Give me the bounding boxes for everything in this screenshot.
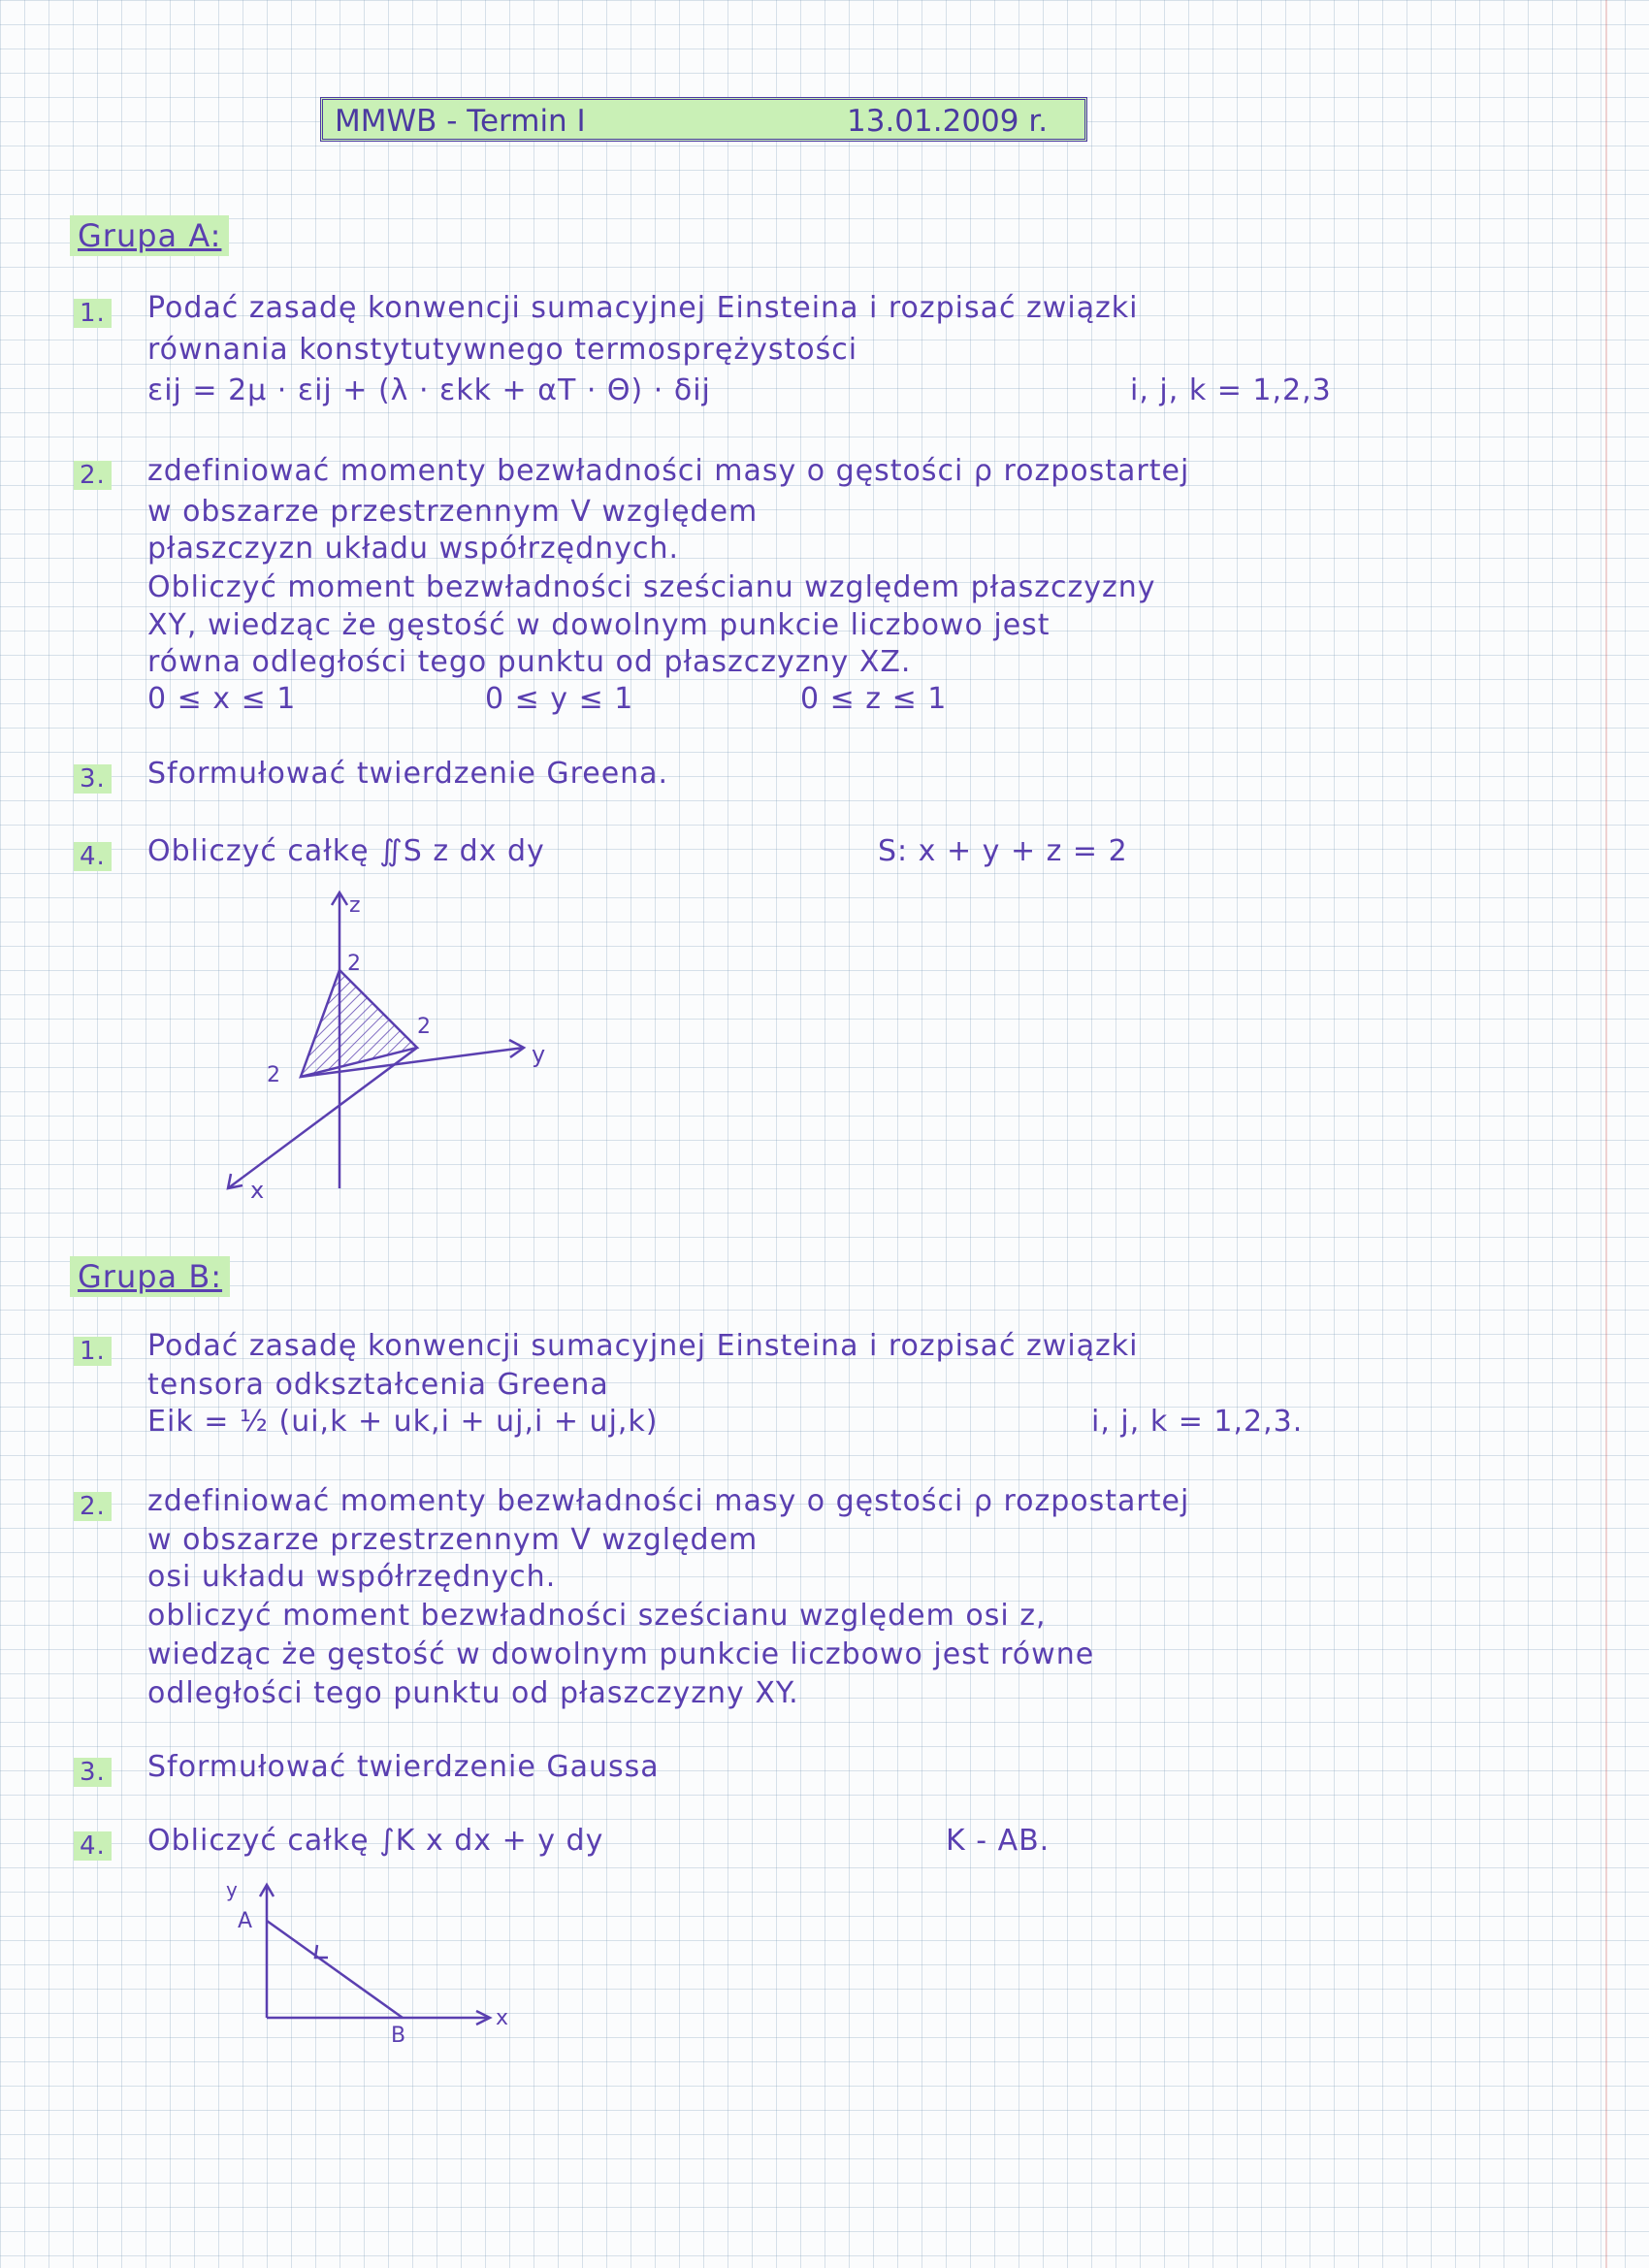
a-q1-line-1: Podać zasadę konwencji sumacyjnej Einsteina i rozpisać związki [147,291,1139,325]
fig-b-label-a: A [238,1909,253,1933]
segment-ab [267,1921,403,2018]
a-q3-text: Sformułować twierdzenie Greena. [147,757,669,791]
fig-a-label-x2: 2 [267,1063,280,1087]
title-box [320,97,1087,142]
a-q4-number: 4. [74,842,112,871]
a-q1-line-2: równania konstytutywnego termosprężystości [147,333,858,367]
fig-a-label-y2: 2 [417,1015,431,1039]
b-q1-line-2: tensora odkształcenia Greena [147,1368,609,1402]
a-q1-indices: i, j, k = 1,2,3 [1130,373,1332,407]
fig-b-label-x: x [496,2006,509,2030]
b-q2-number: 2. [74,1492,112,1521]
a-q1-number: 1. [74,299,112,328]
a-q2-range-z: 0 ≤ z ≤ 1 [800,682,948,716]
b-q2-line-4: obliczyć moment bezwładności sześcianu względem osi z, [147,1599,1047,1633]
figure-a-plane-diagram [213,888,582,1208]
exam-title: MMWB - Termin I [335,104,586,139]
fig-b-label-y: y [226,1878,238,1901]
exam-date: 13.01.2009 r. [847,104,1049,139]
a-q2-number: 2. [74,461,112,490]
fig-b-label-b: B [391,2024,406,2048]
b-q1-line-1: Podać zasadę konwencji sumacyjnej Einsteina i rozpisać związki [147,1329,1139,1363]
figure-b-segment-diagram [218,1877,529,2048]
b-q2-line-2: w obszarze przestrzennym V względem [147,1523,759,1557]
a-q2-range-x: 0 ≤ x ≤ 1 [147,682,297,716]
a-q2-line-6: równa odległości tego punktu od płaszczyzny XZ. [147,645,912,679]
b-q4-number: 4. [74,1831,112,1861]
b-q2-line-3: osi układu współrzędnych. [147,1560,557,1594]
b-q1-number: 1. [74,1337,112,1366]
a-q2-line-5: XY, wiedząc że gęstość w dowolnym punkcie liczbowo jest [147,608,1051,642]
a-q1-equation: εij = 2μ · εij + (λ · εkk + αT · Θ) · δij [147,373,711,407]
b-q1-indices: i, j, k = 1,2,3. [1091,1405,1304,1439]
fig-a-label-x: x [250,1177,265,1204]
a-q3-number: 3. [74,764,112,794]
b-q4-curve: K - AB. [946,1824,1051,1858]
fig-a-label-y: y [532,1041,546,1068]
b-q3-text: Sformułować twierdzenie Gaussa [147,1750,660,1784]
a-q2-line-1: zdefiniować momenty bezwładności masy o gęstości ρ rozpostartej [147,454,1190,488]
b-q2-line-6: odległości tego punktu od płaszczyzny XY. [147,1676,799,1710]
b-q2-line-5: wiedząc że gęstość w dowolnym punkcie liczbowo jest równe [147,1637,1095,1671]
page-margin-line [1605,0,1607,2268]
a-q2-line-4: Obliczyć moment bezwładności sześcianu względem płaszczyzny [147,570,1156,604]
fig-a-label-z: z [349,893,361,918]
group-a-label: Grupa A: [70,215,229,256]
a-q4-text: Obliczyć całkę ∬S z dx dy [147,834,545,868]
b-q4-text: Obliczyć całkę ∫K x dx + y dy [147,1824,604,1858]
b-q2-line-1: zdefiniować momenty bezwładności masy o gęstości ρ rozpostartej [147,1484,1190,1518]
b-q3-number: 3. [74,1758,112,1787]
group-b-label: Grupa B: [70,1256,230,1297]
a-q2-range-y: 0 ≤ y ≤ 1 [485,682,634,716]
b-q1-equation: Eik = ½ (ui,k + uk,i + uj,i + uj,k) [147,1405,659,1439]
a-q2-line-3: płaszczyzn układu współrzędnych. [147,532,679,566]
a-q4-surface: S: x + y + z = 2 [878,834,1128,868]
fig-a-label-z2: 2 [347,952,361,976]
a-q2-line-2: w obszarze przestrzennym V względem [147,495,759,529]
